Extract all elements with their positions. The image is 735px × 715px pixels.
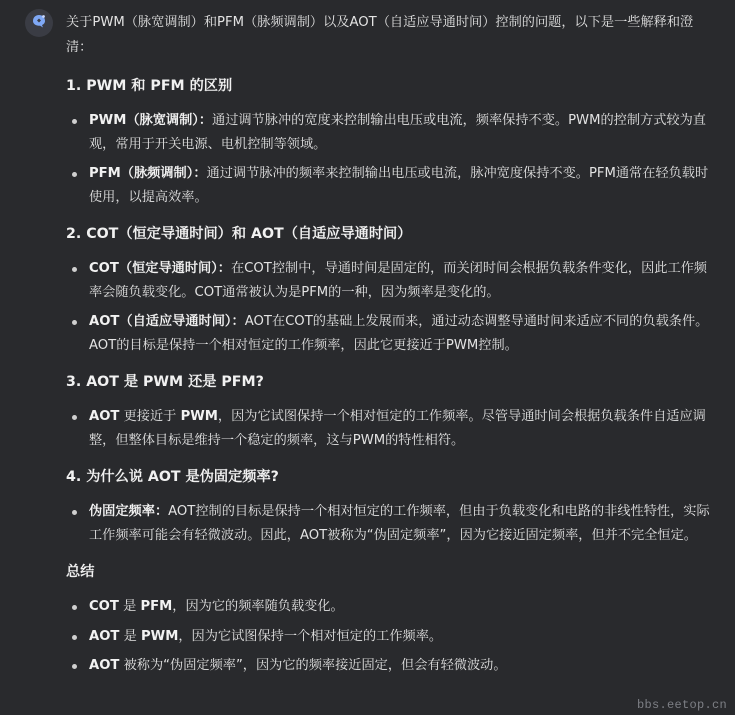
item-text: ，因为它的频率随负载变化。 <box>172 599 344 614</box>
term: AOT <box>89 409 120 424</box>
term: PFM（脉频调制） <box>89 166 194 181</box>
list-item <box>66 654 711 678</box>
item-text: 是 <box>123 599 141 614</box>
response-body <box>66 10 711 684</box>
list-item <box>66 310 711 357</box>
item-text: 通过调节脉冲的频率来控制输出电压或电流，脉冲宽度保持不变。PFM通常在轻负载时使用，以提高效率。 <box>89 166 709 205</box>
term: AOT（自适应导通时间） <box>89 314 232 329</box>
item-text: ，因为它试图保持一个相对恒定的工作频率。 <box>178 628 443 644</box>
bullet-list <box>66 109 711 209</box>
bullet-list <box>66 500 711 547</box>
bullet-dot <box>72 267 77 272</box>
bullet-list <box>66 595 711 678</box>
list-item <box>66 625 711 649</box>
item-text: 被称为“伪固定频率”，因为它的频率接近固定，但会有轻微波动。 <box>123 658 507 673</box>
section-heading: 总结 <box>66 564 95 580</box>
term: PWM <box>141 628 179 644</box>
list-item <box>66 405 711 452</box>
item-text: ，因为它试图保持一个相对恒定的工作频率。尽管导通时间会根据负载条件自适应调整，但整体目标是维持一个稳定的频率，这与PWM的特性相符。 <box>89 409 706 448</box>
term-separator: ： <box>154 504 169 519</box>
bullet-dot <box>72 635 77 640</box>
assistant-avatar <box>25 9 53 37</box>
bullet-dot <box>72 320 77 325</box>
term: PWM <box>180 409 218 424</box>
section-heading: 2. COT（恒定导通时间）和 AOT（自适应导通时间） <box>66 226 412 242</box>
section-heading: 4. 为什么说 AOT 是伪固定频率? <box>66 469 279 485</box>
item-text: 更接近于 <box>123 409 181 424</box>
site-watermark: bbs.eetop.cn <box>636 698 727 712</box>
term: COT <box>89 599 119 614</box>
list-item <box>66 162 711 209</box>
bullet-dot <box>72 510 77 515</box>
bullet-dot <box>72 664 77 669</box>
term: PWM（脉宽调制） <box>89 113 199 128</box>
term: PFM <box>140 599 173 614</box>
bullet-list <box>66 405 711 452</box>
bullet-dot <box>72 119 77 124</box>
item-text: AOT控制的目标是保持一个相对恒定的工作频率，但由于负载变化和电路的非线性特性，实际工作频率可能会有轻微波动。因此，AOT被称为“伪固定频率”，因为它接近固定频率，但并不完全恒定。 <box>89 504 710 543</box>
list-item <box>66 500 711 547</box>
term-separator: ： <box>198 113 213 128</box>
list-item <box>66 109 711 156</box>
term: 伪固定频率 <box>89 504 155 519</box>
section-heading: 3. AOT 是 PWM 还是 PFM? <box>66 374 264 390</box>
item-text: 通过调节脉冲的宽度来控制输出电压或电流，频率保持不变。PWM的控制方式较为直观，常用于开关电源、电机控制等领域。 <box>89 113 706 152</box>
term-separator: ： <box>231 314 245 329</box>
bullet-list <box>66 257 711 357</box>
item-text: 是 <box>123 628 142 644</box>
list-item <box>66 595 711 619</box>
bullet-dot <box>72 605 77 610</box>
section-heading: 1. PWM 和 PFM 的区别 <box>66 78 233 94</box>
term-separator: ： <box>193 166 207 181</box>
item-text: AOT在COT的基础上发展而来，通过动态调整导通时间来适应不同的负载条件。AOT的目标是保持一个相对恒定的工作频率，因此它更接近于PWM控制。 <box>89 314 709 353</box>
bullet-dot <box>72 415 77 420</box>
term: COT（恒定导通时间） <box>89 261 218 276</box>
list-item <box>66 257 711 304</box>
intro-paragraph: 关于PWM（脉宽调制）和PFM（脉频调制）以及AOT（自适应导通时间）控制的问题，以下是一些解释和澄清： <box>66 15 694 55</box>
gemini-sparkle-icon <box>30 12 48 34</box>
term: AOT <box>89 658 120 673</box>
term: AOT <box>89 628 120 644</box>
bullet-dot <box>72 172 77 177</box>
term-separator: ： <box>217 261 231 276</box>
item-text: 在COT控制中，导通时间是固定的，而关闭时间会根据负载条件变化，因此工作频率会随负载变化。COT通常被认为是PFM的一种，因为频率是变化的。 <box>89 261 707 300</box>
